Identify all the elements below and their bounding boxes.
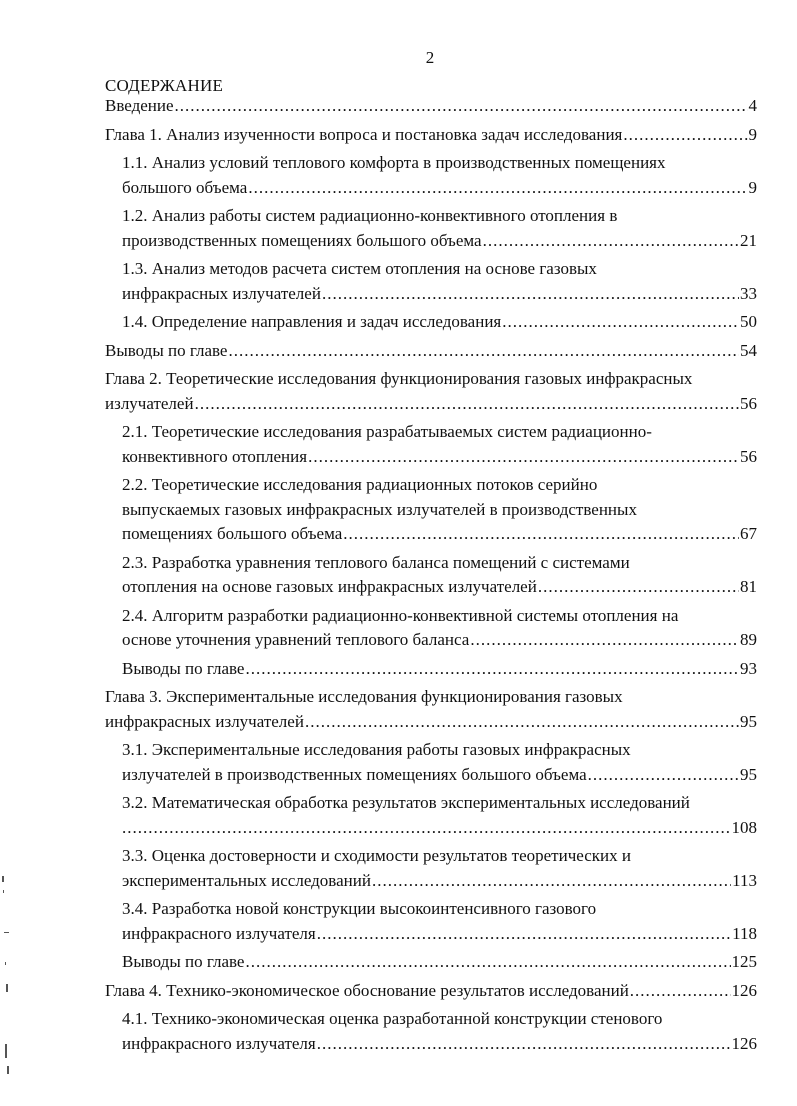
toc-entry-title: отопления на основе газовых инфракрасных излучателей — [122, 577, 537, 596]
toc-entry — [105, 367, 757, 416]
toc-entry-last-line — [122, 869, 757, 894]
toc-entry-title: Глава 1. Анализ изученности вопроса и постановка задач исследования — [105, 124, 623, 144]
toc-entry-last-line — [105, 710, 757, 735]
dot-leader — [623, 123, 747, 148]
toc-entry-last-line — [105, 94, 757, 119]
toc-entry-page: 54 — [740, 340, 757, 360]
toc-entry-last-line — [105, 339, 757, 364]
dot-leader — [502, 310, 739, 335]
toc-entry — [105, 685, 757, 734]
toc-entry — [122, 257, 757, 306]
toc-entry-last-line — [122, 657, 757, 682]
toc-entry-title: инфракрасного излучателя — [122, 923, 316, 943]
toc-entry-line: 3.1. Экспериментальные исследования работы газовых инфракрасных — [122, 740, 631, 759]
toc-entry-page: 126 — [731, 1033, 757, 1053]
toc-entry — [122, 950, 757, 975]
toc-entry-title: инфракрасных излучателей — [105, 711, 304, 731]
toc-entry — [122, 844, 757, 893]
toc-entry-line: 2.1. Теоретические исследования разрабатываемых систем радиационно- — [122, 422, 652, 441]
dot-leader — [248, 176, 747, 201]
dot-leader — [195, 392, 739, 417]
toc-entry-line: 2.4. Алгоритм разработки радиационно-конвективной системы отопления на — [122, 605, 679, 625]
toc-entry-last-line — [122, 176, 757, 201]
toc-entry — [122, 310, 757, 335]
dot-leader — [470, 628, 739, 653]
toc-entry-page: 95 — [740, 764, 757, 784]
toc-entry — [122, 791, 757, 840]
toc-entry-last-line — [122, 922, 757, 947]
dot-leader — [538, 575, 739, 600]
toc-entry-last-line — [122, 628, 757, 653]
scan-margin-marks — [0, 860, 14, 1100]
dot-leader — [322, 282, 739, 307]
dot-leader — [317, 1032, 731, 1057]
toc-entry-last-line — [122, 816, 757, 841]
toc-entry-last-line — [105, 392, 757, 417]
toc-entry-page: 81 — [740, 577, 757, 596]
toc-entry — [105, 979, 757, 1004]
toc-entry — [122, 420, 757, 469]
toc-entry-title: инфракрасных излучателей — [122, 283, 321, 303]
page-number: 2 — [425, 48, 435, 67]
toc-entry-title: помещениях большого объема — [122, 524, 343, 543]
toc-entry-title: экспериментальных исследований — [122, 870, 371, 890]
toc-entries — [105, 94, 757, 1056]
toc-entry-line: выпускаемых газовых инфракрасных излучателей в производственных — [122, 499, 637, 519]
toc-entry-line: 1.2. Анализ работы систем радиационно-конвективного отопления в — [122, 206, 618, 225]
dot-leader — [630, 979, 731, 1004]
toc-entry — [122, 897, 757, 946]
dot-leader — [122, 816, 731, 841]
toc-entry-line: 3.2. Математическая обработка результатов экспериментальных исследований — [122, 793, 690, 812]
toc-entry-last-line — [122, 282, 757, 307]
toc-entry-page: 113 — [732, 870, 757, 890]
toc-entry-page: 125 — [731, 952, 757, 971]
toc-entry-last-line — [122, 310, 757, 335]
dot-leader — [245, 950, 730, 975]
toc-entry — [122, 1007, 757, 1056]
toc-entry-title: Выводы по главе — [122, 658, 245, 678]
toc-entry-page: 89 — [740, 630, 757, 649]
toc-title: СОДЕРЖАНИЕ — [105, 76, 224, 95]
toc-entry-title: конвективного отопления — [122, 446, 308, 466]
toc-entry-line: 3.3. Оценка достоверности и сходимости результатов теоретических и — [122, 846, 631, 865]
dot-leader — [245, 657, 739, 682]
toc-entry — [122, 551, 757, 600]
toc-entry — [105, 339, 757, 364]
toc-entry — [122, 738, 757, 787]
dot-leader — [317, 922, 731, 947]
dot-leader — [305, 710, 739, 735]
toc-entry-line: Глава 2. Теоретические исследования функционирования газовых инфракрасных — [105, 369, 693, 388]
toc-entry-last-line — [105, 123, 757, 148]
toc-entry-page: 21 — [740, 230, 757, 250]
toc-entry-page: 33 — [740, 283, 757, 303]
toc-entry-title: 1.4. Определение направления и задач исследования — [122, 312, 502, 331]
toc-entry — [105, 123, 757, 148]
dot-leader — [343, 522, 739, 547]
toc-entry-title: Введение — [105, 96, 174, 115]
toc-entry-line: Глава 3. Экспериментальные исследования функционирования газовых — [105, 687, 623, 706]
toc-entry-page: 93 — [740, 658, 757, 678]
toc-entry-line: 4.1. Технико-экономическая оценка разработанной конструкции стенового — [122, 1009, 663, 1028]
toc-entry-page: 108 — [731, 817, 757, 837]
toc-entry-line: 2.2. Теоретические исследования радиационных потоков серийно — [122, 475, 598, 494]
toc-entry-page: 50 — [740, 312, 757, 331]
toc-entry-page: 95 — [740, 711, 757, 731]
toc-entry-last-line — [122, 229, 757, 254]
toc-entry-last-line — [122, 575, 757, 600]
toc-entry-title: Выводы по главе — [122, 952, 245, 971]
toc-entry-page: 9 — [748, 177, 757, 197]
toc-entry-line: 3.4. Разработка новой конструкции высокоинтенсивного газового — [122, 899, 597, 918]
toc-entry-line: 1.3. Анализ методов расчета систем отопления на основе газовых — [122, 259, 597, 278]
toc-entry-title: излучателей — [105, 393, 194, 413]
dot-leader — [308, 445, 739, 470]
toc-entry-title: основе уточнения уравнений теплового баланса — [122, 630, 470, 649]
toc-entry-page: 4 — [748, 96, 757, 115]
toc-entry-title: излучателей в производственных помещениях большого объема — [122, 764, 587, 784]
toc-entry-page: 56 — [740, 446, 757, 466]
dot-leader — [372, 869, 731, 894]
toc-entry-line: 2.3. Разработка уравнения теплового баланса помещений с системами — [122, 552, 630, 572]
toc-entry-page: 118 — [732, 923, 757, 943]
toc-entry-last-line — [122, 763, 757, 788]
dot-leader — [228, 339, 739, 364]
toc-entry-page: 67 — [740, 524, 757, 543]
toc-entry-page: 56 — [740, 393, 757, 413]
toc-entry-last-line — [122, 445, 757, 470]
toc-entry-last-line — [122, 1032, 757, 1057]
table-of-contents — [105, 74, 757, 1060]
toc-entry-title: Глава 4. Технико-экономическое обоснование результатов исследований — [105, 980, 629, 1000]
toc-entry — [105, 94, 757, 119]
toc-entry-title: производственных помещениях большого объема — [122, 230, 482, 250]
dot-leader — [588, 763, 739, 788]
toc-entry-last-line — [122, 522, 757, 547]
toc-entry-last-line — [105, 979, 757, 1004]
toc-entry-last-line — [122, 950, 757, 975]
toc-entry — [122, 604, 757, 653]
toc-entry-line: 1.1. Анализ условий теплового комфорта в производственных помещениях — [122, 153, 666, 172]
toc-entry — [122, 204, 757, 253]
toc-entry-title: большого объема — [122, 177, 248, 197]
toc-entry — [122, 473, 757, 547]
toc-entry — [122, 657, 757, 682]
dot-leader — [483, 229, 739, 254]
toc-entry-title: Выводы по главе — [105, 340, 228, 360]
dot-leader — [175, 94, 748, 119]
toc-entry-title: инфракрасного излучателя — [122, 1033, 316, 1053]
toc-entry — [122, 151, 757, 200]
toc-entry-page: 126 — [731, 980, 757, 1000]
toc-entry-page: 9 — [748, 124, 757, 144]
